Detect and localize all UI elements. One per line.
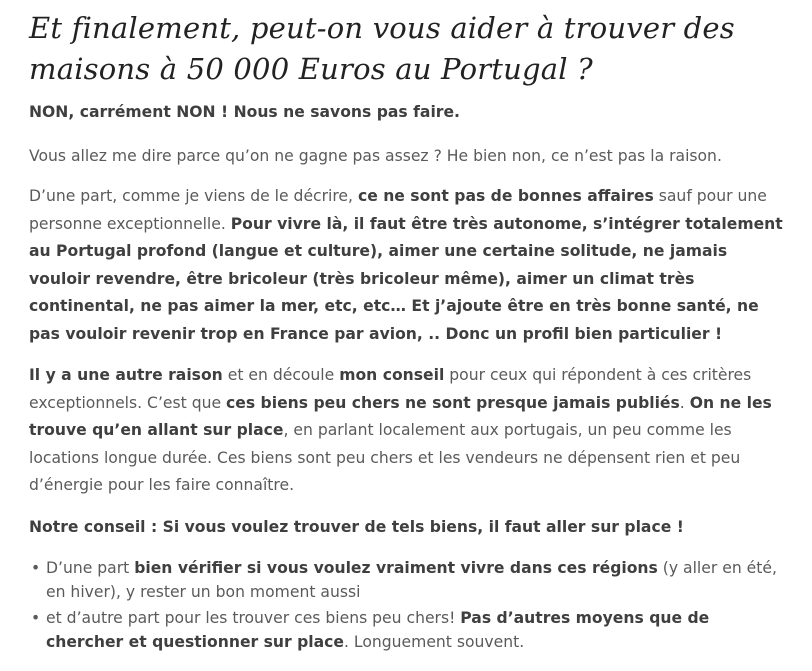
paragraph-first-reason (29, 183, 789, 348)
text-span: , en parlant localement aux portugais, un peu comme les locations longue durée. Ces biens sont peu chers et les vendeurs ne dépensent rien et peu d’énergie pour les faire connaître. (29, 421, 741, 494)
bold-span: ces biens peu chers ne sont presque jamais publiés (226, 393, 680, 412)
bold-span: Il y a une autre raison (29, 366, 223, 384)
bullet-icon: • (31, 609, 41, 627)
text-span: D’une part (46, 559, 135, 577)
text-span: et en découle (222, 366, 340, 384)
advice-list (29, 556, 789, 656)
intro-answer-text: NON, carrément NON ! Nous ne savons pas faire. (29, 103, 460, 121)
list-item (29, 556, 789, 604)
paragraph-second-reason (29, 362, 789, 500)
text-span: D’une part, comme je viens de le décrire, (29, 187, 358, 205)
text-span: . Longuement souvent. (344, 633, 525, 651)
bold-span: ce ne sont pas de bonnes affaires (357, 187, 654, 205)
text-span: (y aller en été, en hiver), y rester un bon moment aussi (46, 559, 777, 601)
text-span: . (679, 393, 690, 412)
bold-span: mon conseil (339, 366, 445, 384)
intro-answer (29, 99, 789, 127)
bold-span: Pour vivre là, il faut être très autonome, s’intégrer totalement au Portugal profond (langue et culture), aimer une certaine solitude, ne jamais vouloir revendre, être bricoleur (très bricoleur même), aimer un climat très continental, ne pas aimer la mer, etc, etc… Et j’ajoute être en très bonne santé, ne pas vouloir revenir trop en France par avion, .. Donc un profil bien particulier ! (29, 214, 783, 343)
advice-heading-text: Notre conseil : Si vous voulez trouver de tels biens, il faut aller sur place ! (29, 518, 684, 536)
page-title: Et finalement, peut-on vous aider à trouver des maisons à 50 000 Euros au Portugal ? (29, 11, 735, 86)
advice-heading (29, 514, 789, 542)
list-item (29, 606, 789, 654)
paragraph-reason-question: Vous allez me dire parce qu’on ne gagne pas assez ? He bien non, ce n’est pas la raison. (29, 147, 722, 165)
bold-span: Pas d’autres moyens que de chercher et questionner sur place (46, 609, 710, 651)
text-span: pour ceux qui répondent à ces critères exceptionnels. C’est que (29, 366, 752, 412)
bullet-icon: • (31, 559, 41, 577)
text-span: sauf pour une personne exceptionnelle. (29, 187, 767, 233)
text-span: et d’autre part pour les trouver ces biens peu chers! (46, 609, 461, 627)
bold-span: On ne les trouve qu’en allant sur place (29, 393, 772, 439)
bold-span: bien vérifier si vous voulez vraiment vivre dans ces régions (134, 559, 658, 577)
